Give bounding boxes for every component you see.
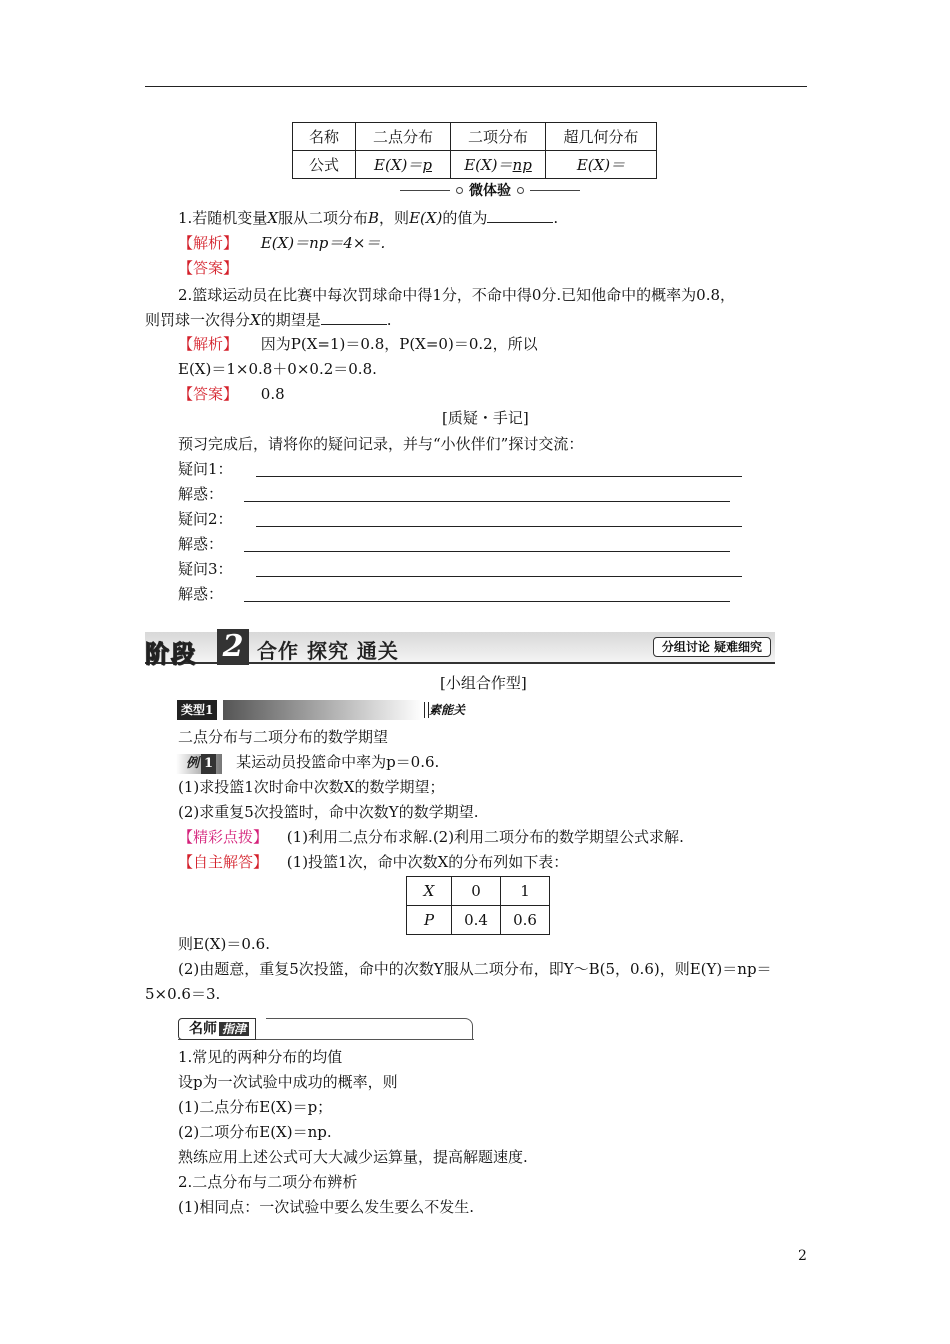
answer-blank[interactable]: [487, 208, 553, 223]
distribution-table: [292, 122, 657, 179]
jingcai-label: 【精彩点拨】: [178, 828, 269, 846]
table-cell: P: [407, 906, 452, 935]
table-cell: 名称: [293, 123, 356, 151]
stage-number: 2: [217, 629, 249, 665]
page-number: 2: [798, 1248, 807, 1264]
example-q2: (2)求重复5次投篮时，命中次数Y的数学期望.: [178, 803, 479, 821]
daan-label: 【答案】: [178, 385, 239, 403]
write-line[interactable]: [244, 501, 730, 502]
table-cell: X: [407, 877, 452, 906]
answer-label: 解惑：: [178, 585, 224, 603]
stage-title: 合作 探究 通关: [257, 639, 399, 663]
q2-jiexi-cont: E(X)＝1×0.8＋0×0.2＝0.8.: [178, 360, 377, 378]
table-cell: 0.4: [452, 906, 501, 935]
stage-tag: 分组讨论 疑难细究: [653, 637, 771, 657]
note-line: (2)二项分布E(X)＝np.: [178, 1123, 332, 1141]
table-cell: 1: [501, 877, 550, 906]
question-label: 疑问3：: [178, 560, 233, 578]
stage-label: 阶段: [145, 639, 197, 668]
zhiyi-title: [质疑・手记]: [442, 409, 529, 427]
table-cell: 公式: [293, 151, 356, 179]
question-2-line1: 2.篮球运动员在比赛中每次罚球命中得1分，不命中得0分.已知他命中的概率为0.8，: [178, 286, 736, 304]
zhiyi-intro: 预习完成后，请将你的疑问记录，并与“小伙伴们”探讨交流：: [178, 435, 584, 453]
question-2-line2: 则罚球一次得分X的期望是 .: [145, 311, 392, 329]
weitiyan-divider: [400, 180, 580, 200]
table-cell: 0: [452, 877, 501, 906]
table-cell: 二点分布: [356, 123, 451, 151]
answer-label: 解惑：: [178, 535, 224, 553]
note-line: 熟练应用上述公式可大大减少运算量，提高解题速度.: [178, 1148, 528, 1166]
jiexi-label: 【解析】: [178, 335, 239, 353]
distribution-list-table: [406, 876, 550, 935]
note-line: (1)二点分布E(X)＝p；: [178, 1098, 333, 1116]
write-line[interactable]: [244, 601, 730, 602]
mingshi-zhijin-box: [178, 1018, 474, 1040]
type-tag: 素能关: [429, 703, 466, 717]
table-cell: E(X)＝p: [356, 151, 451, 179]
zizhu-label: 【自主解答】: [178, 853, 269, 871]
question-label: 疑问2：: [178, 510, 233, 528]
stage-banner: [145, 629, 775, 668]
answer-blank[interactable]: [321, 310, 387, 325]
q2-jiexi: 【解析】 因为P(X=1)＝0.8，P(X=0)＝0.2，所以: [178, 335, 538, 353]
example-q1: (1)求投篮1次时命中次数X的数学期望；: [178, 778, 445, 796]
note-line: 2.二点分布与二项分布辨析: [178, 1173, 358, 1191]
write-line[interactable]: [244, 551, 730, 552]
write-line[interactable]: [256, 476, 742, 477]
note-line: 1.常见的两种分布的均值: [178, 1048, 343, 1066]
note-line: (1)相同点：一次试验中要么发生要么不发生.: [178, 1198, 475, 1216]
example-1: 例 1 某运动员投篮命中率为p＝0.6.: [176, 752, 439, 774]
mingshi-tag: 名师 指津: [178, 1018, 256, 1040]
type-title: 二点分布与二项分布的数学期望: [178, 728, 389, 746]
question-1: 1.若随机变量X服从二项分布B，则E(X)的值为 .: [178, 209, 559, 227]
type-label: 类型1: [177, 700, 217, 720]
answer-1: 则E(X)＝0.6.: [178, 935, 270, 953]
question-label: 疑问1：: [178, 460, 233, 478]
jiexi-label: 【解析】: [178, 234, 239, 252]
q1-jiexi: 【解析】 E(X)＝np＝4×＝.: [178, 234, 386, 252]
q1-daan-label: 【答案】: [178, 259, 239, 277]
answer-label: 解惑：: [178, 485, 224, 503]
table-cell: E(X)＝np: [451, 151, 546, 179]
write-line[interactable]: [256, 526, 742, 527]
weitiyan-label: 微体验: [469, 183, 511, 199]
write-line[interactable]: [256, 576, 742, 577]
table-cell: 二项分布: [451, 123, 546, 151]
type-bar: [177, 700, 477, 720]
table-cell: 超几何分布: [546, 123, 657, 151]
header-rule: [145, 86, 807, 87]
note-line: 设p为一次试验中成功的概率，则: [178, 1073, 398, 1091]
q2-daan: 【答案】 0.8: [178, 385, 285, 403]
answer-2-line2: 5×0.6＝3.: [145, 985, 221, 1003]
table-cell: 0.6: [501, 906, 550, 935]
example-badge: 例 1: [176, 754, 222, 774]
table-cell: E(X)＝: [546, 151, 657, 179]
answer-2-line1: (2)由题意，重复5次投篮，命中的次数Y服从二项分布，即Y～B(5，0.6)，则E(Y)＝np＝: [178, 960, 772, 978]
group-title: [小组合作型]: [440, 674, 527, 692]
zizhu-jieda: 【自主解答】 (1)投篮1次，命中次数X的分布列如下表：: [178, 853, 569, 871]
jingcai-dianbo: 【精彩点拨】 (1)利用二点分布求解.(2)利用二项分布的数学期望公式求解.: [178, 828, 684, 846]
